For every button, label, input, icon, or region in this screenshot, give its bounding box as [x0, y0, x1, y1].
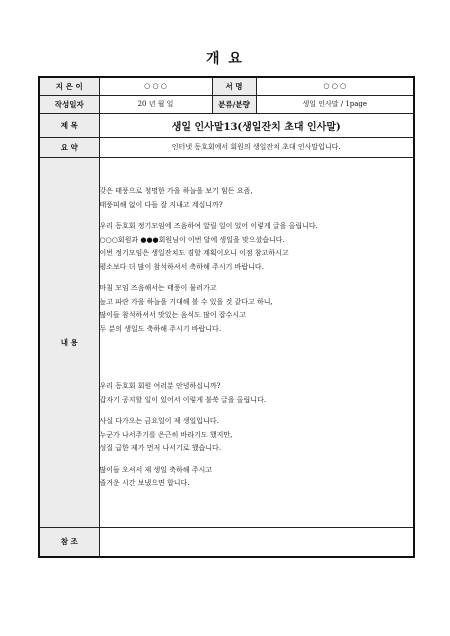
- content-line: 누군가 나서주기를 은근히 바라기도 했지만,: [99, 430, 233, 439]
- date-value: 20 년 월 일: [99, 95, 212, 113]
- category-value: 생일 인사말 / 1page: [256, 95, 414, 113]
- subject-row: [39, 113, 414, 137]
- content-line: 성질 급한 제가 먼저 나서기로 했습니다.: [99, 444, 222, 453]
- page-title: 개 요: [206, 51, 244, 67]
- content-line: 많이들 오셔서 제 생일 축하해 주시고: [99, 465, 213, 474]
- summary-value: 인터넷 동호회에서 회원의 생일잔치 초대 인사말입니다.: [99, 137, 414, 157]
- date-row: [39, 95, 414, 113]
- category-label: 분류/분량: [212, 95, 256, 113]
- content-paragraph-5: [100, 415, 414, 456]
- content-line: 이번 정기모임은 생일잔치도 겸할 계획이오니 이점 참고하시고: [99, 249, 289, 258]
- author-label: 지 은 이: [39, 77, 99, 95]
- content-line: 사실 다가오는 금요일이 제 생일입니다.: [99, 417, 219, 426]
- reference-value: [99, 527, 414, 557]
- content-line: 높고 파란 가을 하늘을 기대해 볼 수 있을 것 같다고 하니,: [99, 297, 273, 306]
- content-body: [99, 157, 414, 527]
- reference-row: [39, 527, 414, 557]
- content-line: ○○○회원과 ●●●회원님이 이번 달에 생일을 맞으셨습니다.: [99, 235, 285, 244]
- reference-label: 참 조: [39, 527, 99, 557]
- content-line: 즐거운 시간 보냈으면 합니다.: [99, 479, 190, 488]
- author-value: ○ ○ ○: [99, 77, 212, 95]
- content-line: 우리 동호회 회원 여러분 안녕하십니까?: [99, 382, 221, 391]
- content-line: 두 분의 생일도 축하해 주시기 바랍니다.: [99, 324, 222, 333]
- paragraph-spacer: [100, 344, 414, 380]
- subject-label: 제 목: [39, 113, 99, 137]
- content-row: [39, 157, 414, 527]
- signature-value: ○ ○ ○: [256, 77, 414, 95]
- content-paragraph-4: [100, 380, 414, 407]
- overview-form-table: [38, 76, 415, 558]
- content-label: 내 용: [39, 157, 99, 527]
- content-line: 마침 모임 즈음해서는 태풍이 물러가고: [99, 284, 217, 293]
- content-line: 평소보다 더 많이 참석하셔서 축하해 주시기 바랍니다.: [99, 262, 264, 271]
- content-paragraph-2: [100, 220, 414, 274]
- content-paragraph-6: [100, 464, 414, 491]
- signature-label: 서 명: [212, 77, 256, 95]
- summary-row: [39, 137, 414, 157]
- summary-label: 요 약: [39, 137, 99, 157]
- content-line: 많이들 참석하셔서 맛있는 음식도 많이 잡수시고: [99, 311, 246, 320]
- date-label: 작성일자: [39, 95, 99, 113]
- content-line: 우리 동호회 정기모임에 즈음하여 알릴 일이 있어 이렇게 글을 올립니다.: [99, 222, 318, 231]
- content-line: 태풍피해 없이 다들 잘 지내고 계십니까?: [99, 200, 223, 209]
- content-line: 갖은 태풍으로 청명한 가을 하늘을 보기 힘든 요즘,: [99, 187, 253, 196]
- content-paragraph-3: [100, 282, 414, 336]
- content-paragraph-1: [100, 185, 414, 212]
- subject-value: 생일 인사말13(생일잔치 초대 인사말): [99, 113, 414, 137]
- author-row: [39, 77, 414, 95]
- content-line: 갑자기 공지할 일이 있어서 이렇게 불쑥 글을 올립니다.: [99, 395, 267, 404]
